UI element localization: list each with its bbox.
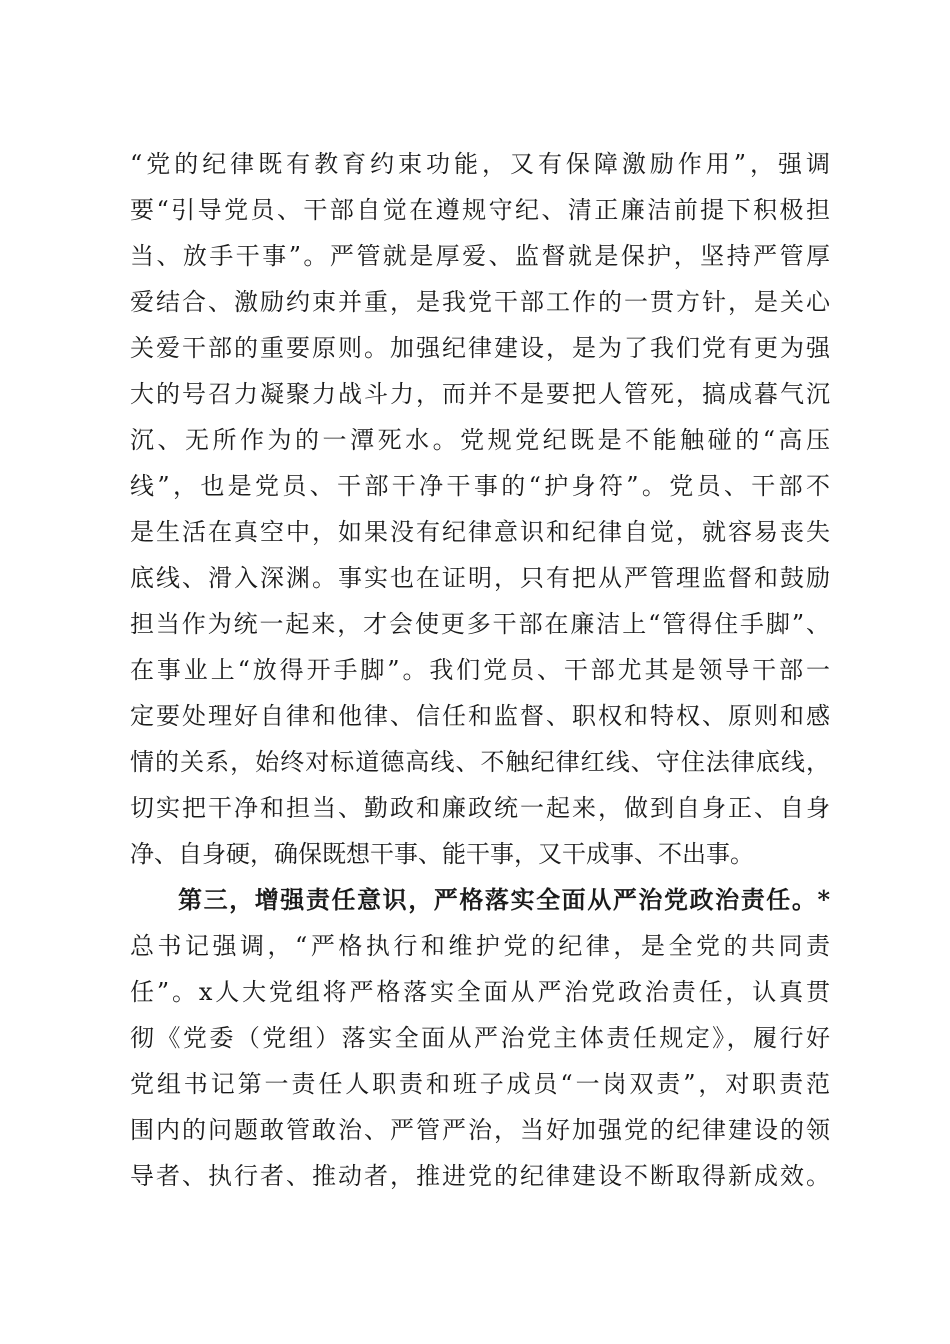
- paragraph-2-line-5: 党组书记第一责任人职责和班子成员“一岗双责”，对职责范: [130, 1070, 830, 1098]
- paragraph-1-line-11: 担当作为统一起来，才会使更多干部在廉洁上“管得住手脚”、: [130, 610, 830, 638]
- paragraph-2-line-7: 导者、执行者、推动者，推进党的纪律建设不断取得新成效。: [130, 1162, 830, 1190]
- paragraph-1-line-5: 关爱干部的重要原则。加强纪律建设，是为了我们党有更为强: [130, 334, 830, 362]
- paragraph-2-heading-line: [178, 878, 830, 922]
- paragraph-2-line-6: 围内的问题敢管敢治、严管严治，当好加强党的纪律建设的领: [130, 1116, 830, 1144]
- paragraph-1-line-4: 爱结合、激励约束并重，是我党干部工作的一贯方针，是关心: [130, 288, 830, 316]
- paragraph-1-line-1: “党的纪律既有教育约束功能，又有保障激励作用”，强调: [130, 150, 830, 178]
- paragraph-1-line-6: 大的号召力凝聚力战斗力，而并不是要把人管死，搞成暮气沉: [130, 380, 830, 408]
- section-heading: 第三，增强责任意识，严格落实全面从严治党政治责任。: [178, 885, 818, 914]
- paragraph-2-line-4: 彻《党委（党组）落实全面从严治党主体责任规定》，履行好: [130, 1024, 830, 1052]
- paragraph-1-line-8: 线”，也是党员、干部干净干事的“护身符”。党员、干部不: [130, 472, 830, 500]
- paragraph-1-line-15: 切实把干净和担当、勤政和廉政统一起来，做到自身正、自身: [130, 794, 830, 822]
- paragraph-1-line-12: 在事业上“放得开手脚”。我们党员、干部尤其是领导干部一: [130, 656, 830, 684]
- paragraph-1-line-16: 净、自身硬，确保既想干事、能干事，又干成事、不出事。: [130, 840, 754, 868]
- paragraph-2-line-2: 总书记强调，“严格执行和维护党的纪律，是全党的共同责: [130, 932, 830, 960]
- paragraph-1-line-7: 沉、无所作为的一潭死水。党规党纪既是不能触碰的“高压: [130, 426, 830, 454]
- paragraph-1-line-9: 是生活在真空中，如果没有纪律意识和纪律自觉，就容易丧失: [130, 518, 830, 546]
- paragraph-1-line-3: 当、放手干事”。严管就是厚爱、监督就是保护，坚持严管厚: [130, 242, 830, 270]
- paragraph-1-line-14: 情的关系，始终对标道德高线、不触纪律红线、守住法律底线，: [130, 748, 830, 776]
- paragraph-1-line-2: 要“引导党员、干部自觉在遵规守纪、清正廉洁前提下积极担: [130, 196, 830, 224]
- paragraph-1-line-13: 定要处理好自律和他律、信任和监督、职权和特权、原则和感: [130, 702, 830, 730]
- heading-tail: *: [817, 885, 830, 914]
- paragraph-1-line-10: 底线、滑入深渊。事实也在证明，只有把从严管理监督和鼓励: [130, 564, 830, 592]
- paragraph-2-line-3: 任”。x人大党组将严格落实全面从严治党政治责任，认真贯: [130, 978, 830, 1006]
